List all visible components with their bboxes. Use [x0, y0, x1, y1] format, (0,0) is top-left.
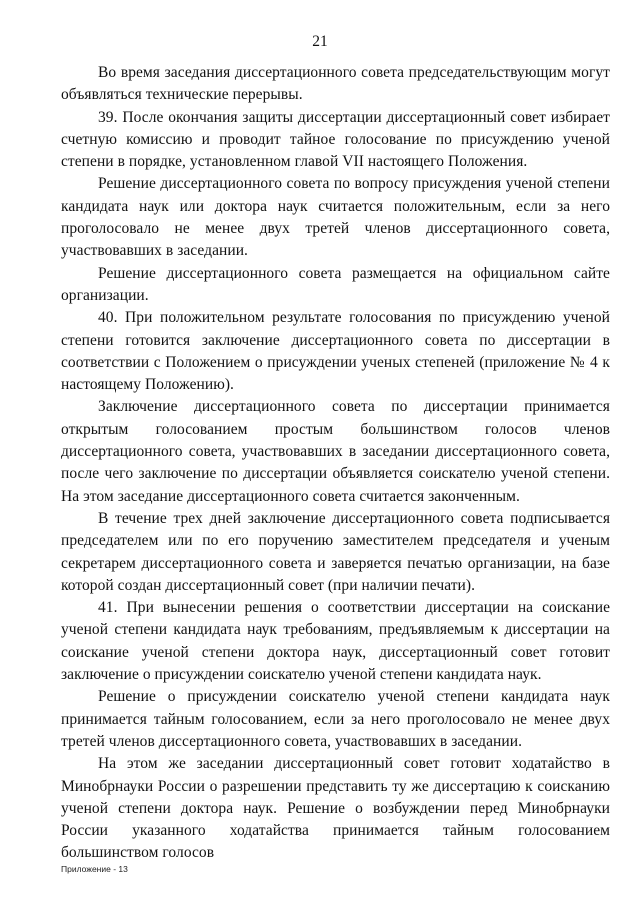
paragraph-breaks: Во время заседания диссертационного совета председательствующим могут объявляться технические перерывы. — [61, 64, 610, 104]
paragraph-40: 40. При положительном результате голосования по присуждению ученой степени готовится заключение диссертационного совета по диссертации в соответствии с Положением о присуждении ученых степеней (приложение № 4 к настоящему Положению). — [61, 309, 610, 394]
paragraph-candidate-decision: Решение о присуждении соискателю ученой степени кандидата наук принимается тайным голосованием, если за него проголосовало не менее двух третей членов диссертационного совета, участвовавших в заседании. — [61, 688, 610, 750]
paragraph-39: 39. После окончания защиты диссертации диссертационный совет избирает счетную комиссию и проводит тайное голосование по присуждению ученой степени в порядке, установленном главой VII настоящего Положения. — [61, 108, 610, 171]
paragraph-conclusion-adopted: Заключение диссертационного совета по диссертации принимается открытым голосованием простым большинством голосов членов диссертационного совета, участвовавших в заседании диссертационного совета, после чего заключение по диссертации объявляется соискателю ученой степени. На этом заседание диссертационного совета считается законченным. — [61, 398, 610, 505]
paragraph-41: 41. При вынесении решения о соответствии диссертации на соискание ученой степени кандидата наук требованиям, предъявляемым к диссертации на соискание ученой степени доктора наук, диссертационный совет готовит заключение о присуждении соискателю ученой степени кандидата наук. — [61, 599, 610, 684]
paragraph-petition: На этом же заседании диссертационный совет готовит ходатайство в Минобрнауки России о разрешении представить ту же диссертацию к соисканию ученой степени доктора наук. Решение о возбуждении перед Минобрнауки России указанного ходатайства принимается тайным голосованием большинством голосов — [61, 755, 610, 862]
page-number: 21 — [312, 33, 328, 50]
document-body — [61, 62, 610, 865]
paragraph-decision-positive: Решение диссертационного совета по вопросу присуждения ученой степени кандидата наук или доктора наук считается положительным, если за него проголосовало не менее двух третей членов диссертационного совета, участвовавших в заседании. — [61, 175, 610, 260]
footer-label: Приложение - 13 — [61, 864, 128, 874]
paragraph-conclusion-signed: В течение трех дней заключение диссертационного совета подписывается председателем или по его поручению заместителем председателя и ученым секретарем диссертационного совета и заверяется печатью организации, на базе которой создан диссертационный совет (при наличии печати). — [61, 509, 610, 594]
paragraph-decision-published: Решение диссертационного совета размещается на официальном сайте организации. — [61, 264, 610, 304]
